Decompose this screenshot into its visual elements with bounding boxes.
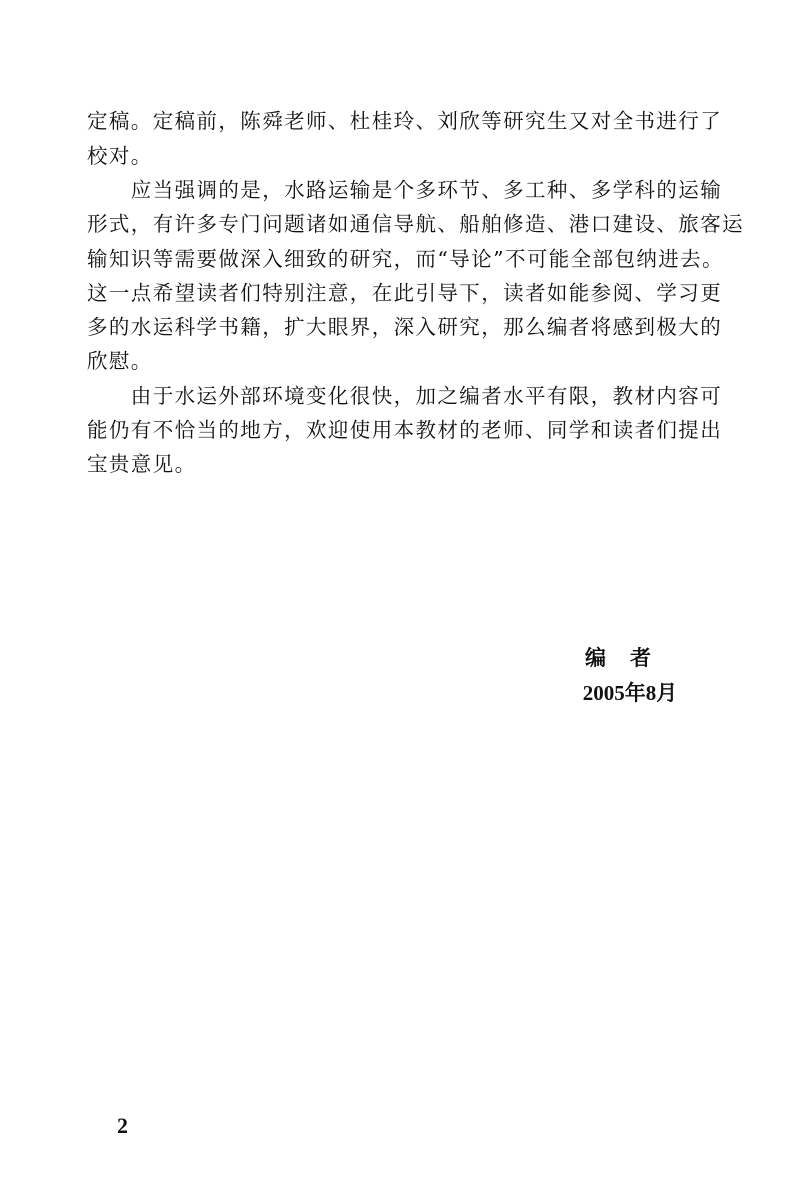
text-line-6: 这一点希望读者们特别注意，在此引导下，读者如能参阅、学习更 (87, 281, 723, 305)
text-line-7: 多的水运科学书籍，扩大眼界，深入研究，那么编者将感到极大的 (87, 315, 723, 339)
text-line-11: 宝贵意见。 (87, 452, 197, 476)
text-line-2: 校对。 (87, 144, 153, 168)
text-line-9: 由于水运外部环境变化很快，加之编者水平有限，教材内容可 (87, 384, 723, 408)
text-line-8: 欣慰。 (87, 349, 153, 373)
text-line-10: 能仍有不恰当的地方，欢迎使用本教材的老师、同学和读者们提出 (87, 418, 723, 442)
text-line-1: 定稿。定稿前，陈舜老师、杜桂玲、刘欣等研究生又对全书进行了 (87, 109, 723, 133)
text-line-3: 应当强调的是，水路运输是个多环节、多工种、多学科的运输 (87, 178, 723, 202)
text-line-4: 形式，有许多专门问题诸如通信导航、船舶修造、港口建设、旅客运 (87, 212, 744, 236)
page-number: 2 (117, 1113, 128, 1138)
text-line-5: 输知识等需要做深入细致的研究，而“导论”不可能全部包纳进去。 (87, 247, 724, 271)
signature-date: 2005年8月 (582, 681, 678, 705)
signature-author: 编者 (585, 645, 675, 670)
